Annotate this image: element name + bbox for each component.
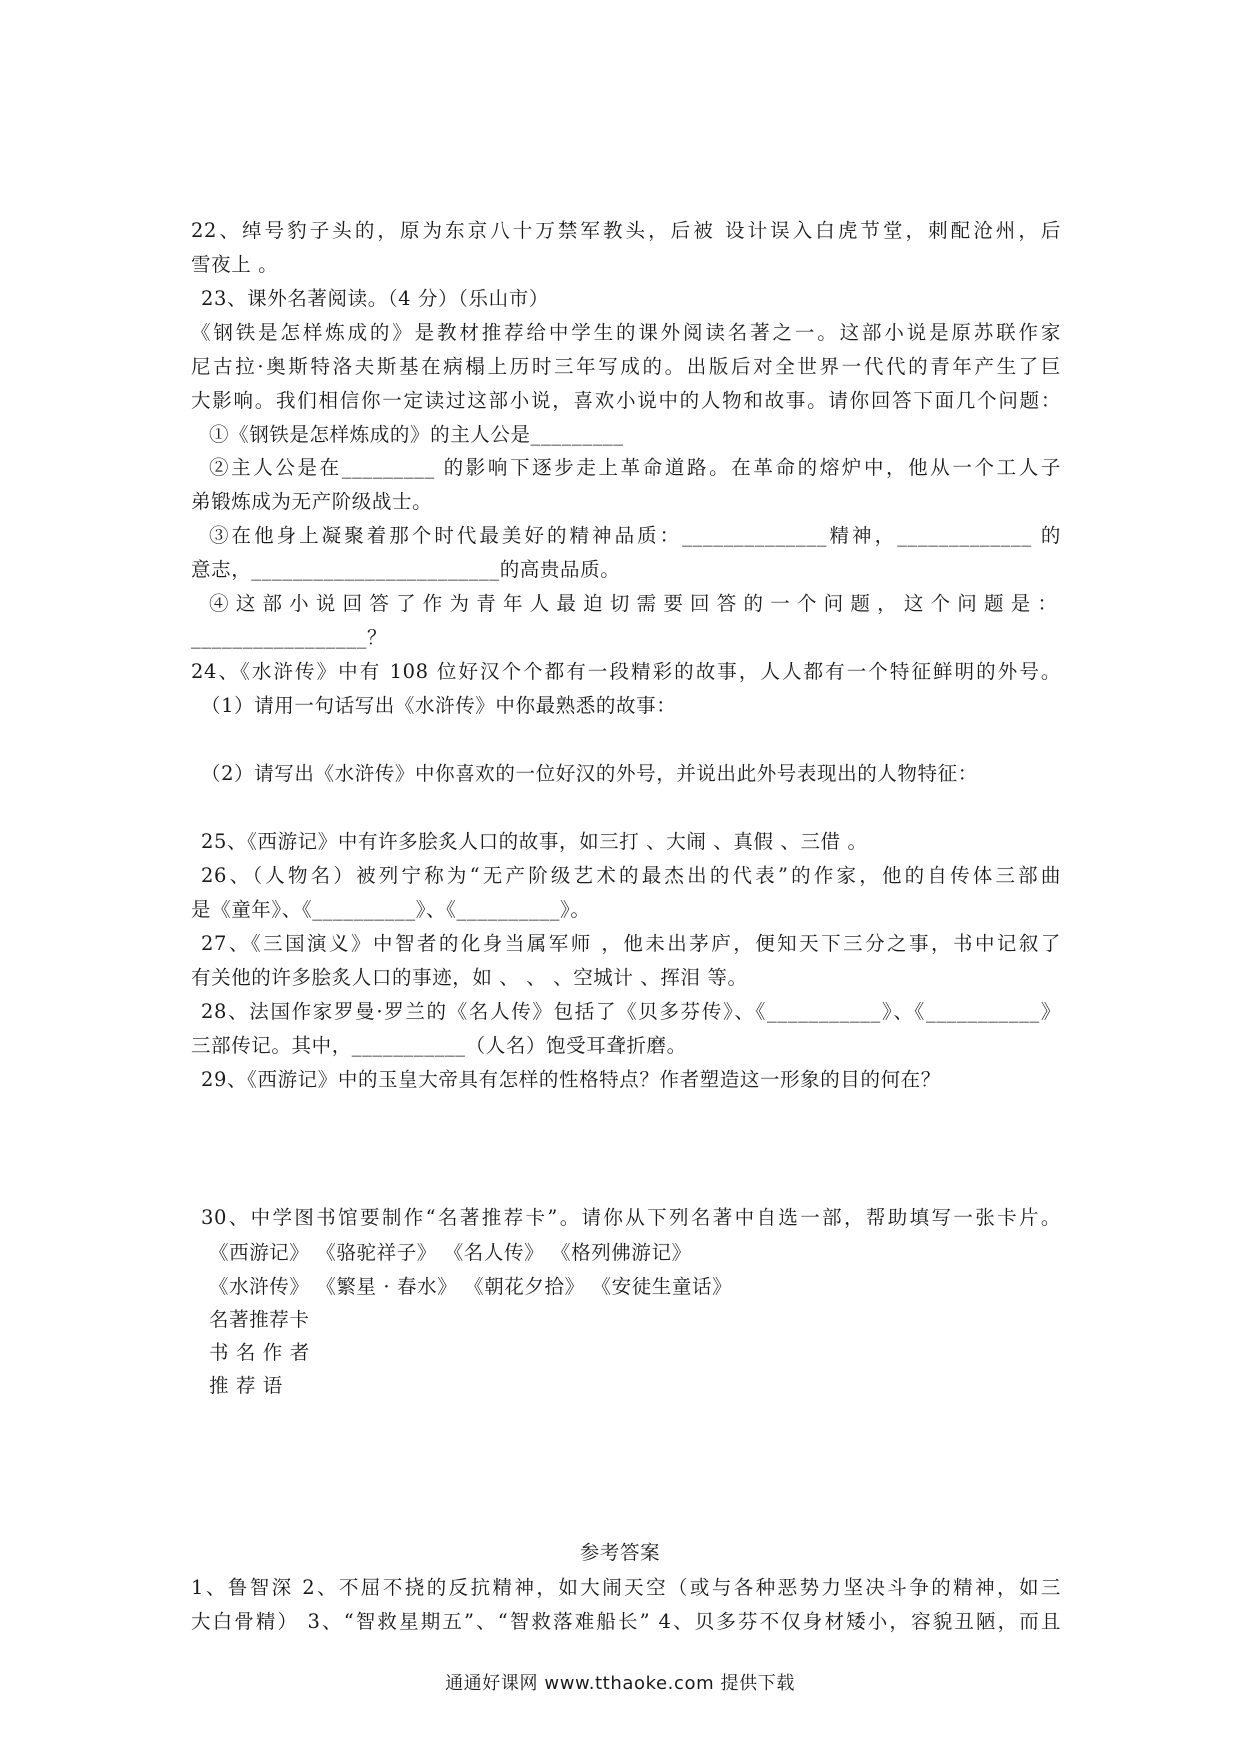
question-24: 24、《水浒传》中有 108 位好汉个个都有一段精彩的故事，人人都有一个特征鲜明的外号。 [191,660,1061,683]
question-23-sub-2-line-2: 弟锻炼成为无产阶级战士。 [191,490,433,513]
question-22-line-2: 雪夜上 。 [191,253,279,276]
question-25: 25、《西游记》中有许多脍炙人口的故事，如三打 、大闹 、真假 、三借 。 [201,830,868,853]
card-row-recommendation: 推 荐 语 [209,1374,283,1397]
question-26-line-1: 26、（人物名）被列宁称为“无产阶级艺术的最杰出的代表”的作家，他的自传体三部曲 [201,864,1061,887]
question-26-line-2: 是《童年》、《__________》、《__________》。 [191,898,591,921]
question-23-passage-line-1: 《钢铁是怎样炼成的》是教材推荐给中学生的课外阅读名著之一。这部小说是原苏联作家 [191,321,1061,344]
question-27-line-2: 有关他的许多脍炙人口的事迹，如 、 、 、空城计 、挥泪 等。 [191,966,748,989]
question-23-sub-4-line-2: _________________？ [191,626,388,649]
question-23-passage-line-3: 大影响。我们相信你一定读过这部小说，喜欢小说中的人物和故事。请你回答下面几个问题： [191,389,1061,412]
footer-source: 通通好课网 www.tthaoke.com 提供下载 [445,1673,795,1694]
question-30-books-row-2: 《水浒传》 《繁星 · 春水》 《朝花夕拾》 《安徒生童话》 [209,1275,733,1298]
question-28-line-1: 28、法国作家罗曼·罗兰的《名人传》包括了《贝多芬传》、《___________》、《___________》 [201,1000,1061,1023]
answers-line-2: 大白骨精） 3、“智救星期五”、“智救落难船长” 4、贝多芬不仅身材矮小，容貌丑陋，而且 [191,1610,1061,1633]
question-22-line-1: 22、绰号豹子头的，原为东京八十万禁军教头，后被 设计误入白虎节堂，刺配沧州，后 [191,219,1061,242]
question-28-line-2: 三部传记。其中，___________（人名）饱受耳聋折磨。 [191,1034,687,1057]
question-23-title: 23、课外名著阅读。（4 分）（乐山市） [201,287,549,310]
question-23-sub-3-line-2: 意志，________________________的高贵品质。 [191,558,621,581]
card-row-title-author: 书 名 作 者 [209,1341,310,1364]
question-30: 30、中学图书馆要制作“名著推荐卡”。请你从下列名著中自选一部，帮助填写一张卡片。 [201,1206,1061,1229]
question-23-sub-4-line-1: ④这部小说回答了作为青年人最迫切需要回答的一个问题，这个问题是： [209,592,1061,615]
question-30-books-row-1: 《西游记》 《骆驼祥子》 《名人传》 《格列佛游记》 [209,1241,692,1264]
question-29: 29、《西游记》中的玉皇大帝具有怎样的性格特点？作者塑造这一形象的目的何在？ [201,1068,941,1091]
answers-heading: 参考答案 [579,1541,661,1564]
card-title: 名著推荐卡 [209,1308,310,1331]
question-23-sub-1: ①《钢铁是怎样炼成的》的主人公是_________ [209,423,624,446]
answers-line-1: 1、鲁智深 2、不屈不挠的反抗精神，如大闹天空（或与各种恶势力坚决斗争的精神，如三 [191,1576,1061,1599]
question-23-passage-line-2: 尼古拉·奥斯特洛夫斯基在病榻上历时三年写成的。出版后对全世界一代代的青年产生了巨 [191,355,1061,378]
question-24-part-2: （2）请写出《水浒传》中你喜欢的一位好汉的外号，并说出此外号表现出的人物特征： [201,762,978,785]
question-23-sub-2-line-1: ②主人公是在_________ 的影响下逐步走上革命道路。在革命的熔炉中，他从一个工人子 [209,456,1061,479]
question-23-sub-3-line-1: ③在他身上凝聚着那个时代最美好的精神品质：______________精神，_____________ 的 [209,524,1061,547]
question-27-line-1: 27、《三国演义》中智者的化身当属军师 ，他未出茅庐，便知天下三分之事，书中记叙了 [201,932,1061,955]
question-24-part-1: （1）请用一句话写出《水浒传》中你最熟悉的故事： [201,694,677,717]
